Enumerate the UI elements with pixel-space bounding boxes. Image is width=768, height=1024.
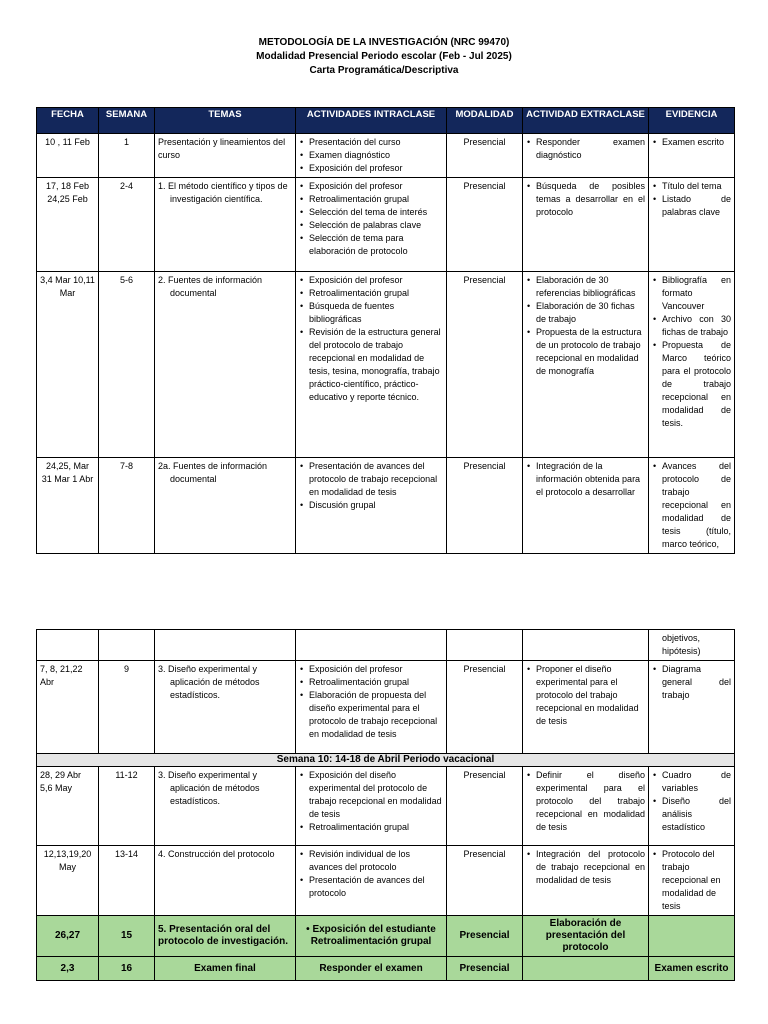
table-row bbox=[37, 134, 735, 178]
list-item: • Título del tema bbox=[652, 180, 731, 193]
table-row bbox=[37, 178, 735, 272]
list-item: • Propuesta de la estructura de un protocolo de trabajo recepcional en modalidad de monografía bbox=[526, 326, 645, 378]
evidencia-cell bbox=[649, 272, 735, 458]
vacation-note: Semana 10: 14-18 de Abril Periodo vacacional bbox=[37, 754, 735, 767]
list-item: • Búsqueda de posibles temas a desarrollar en el protocolo bbox=[526, 180, 645, 219]
fecha-cell: 3,4 Mar 10,11 Mar bbox=[37, 272, 99, 458]
semana-cell: 11-12 bbox=[99, 767, 155, 846]
table-row bbox=[37, 661, 735, 754]
extraclase-cell: Elaboración de presentación del protocolo bbox=[523, 916, 649, 957]
modalidad-cell: Presencial bbox=[447, 178, 523, 272]
list-item: • Discusión grupal bbox=[299, 499, 443, 512]
evidencia-cell bbox=[649, 178, 735, 272]
semana-cell: 2-4 bbox=[99, 178, 155, 272]
extraclase-cell bbox=[523, 957, 649, 981]
column-header: ACTIVIDAD EXTRACLASE bbox=[523, 108, 649, 134]
list-item: • Proponer el diseño experimental para el protocolo del trabajo recepcional en modalidad de tesis bbox=[526, 663, 645, 728]
intra-line: Retroalimentación grupal bbox=[310, 936, 432, 947]
evidencia-cell bbox=[649, 846, 735, 916]
column-header: MODALIDAD bbox=[447, 108, 523, 134]
intraclase-cell bbox=[296, 178, 447, 272]
modalidad-cell: Presencial bbox=[447, 661, 523, 754]
list-item: • Exposición del profesor bbox=[299, 162, 443, 175]
list-item: • Definir el diseño experimental para el protocolo del trabajo recepcional en modalidad de tesis bbox=[526, 769, 645, 834]
semana-cell: 9 bbox=[99, 661, 155, 754]
tema-cell: 5. Presentación oral del protocolo de investigación. bbox=[155, 916, 296, 957]
tema-cell: 3. Diseño experimental y aplicación de métodos estadísticos. bbox=[155, 661, 296, 754]
extraclase-cell bbox=[523, 846, 649, 916]
modalidad-cell: Presencial bbox=[447, 458, 523, 554]
column-header: TEMAS bbox=[155, 108, 296, 134]
list-item: • Retroalimentación grupal bbox=[299, 821, 443, 834]
evidencia-cell bbox=[649, 134, 735, 178]
modalidad-cell: Presencial bbox=[447, 272, 523, 458]
course-title: METODOLOGÍA DE LA INVESTIGACIÓN (NRC 99470) bbox=[258, 37, 510, 48]
modalidad-cell: Presencial bbox=[447, 134, 523, 178]
list-item: • Listado de palabras clave bbox=[652, 193, 731, 219]
intraclase-cell bbox=[296, 767, 447, 846]
document-subtitle: Carta Programática/Descriptiva bbox=[309, 65, 459, 76]
list-item: • Cuadro de variables bbox=[652, 769, 731, 795]
table-row bbox=[37, 767, 735, 846]
list-item: • Bibliografía en formato Vancouver bbox=[652, 274, 731, 313]
evidencia-cell bbox=[649, 767, 735, 846]
intra-line: • Exposición del estudiante bbox=[306, 924, 436, 935]
schedule-table-part-1 bbox=[36, 107, 735, 554]
intraclase-cell bbox=[296, 846, 447, 916]
vacation-row bbox=[37, 754, 735, 767]
empty-cell bbox=[99, 630, 155, 661]
list-item: • Retroalimentación grupal bbox=[299, 287, 443, 300]
list-item: • Protocolo del trabajo recepcional en modalidad de tesis bbox=[652, 848, 731, 913]
extraclase-cell bbox=[523, 272, 649, 458]
list-item: • Selección del tema de interés bbox=[299, 206, 443, 219]
table-row-highlight bbox=[37, 957, 735, 981]
list-item: • Retroalimentación grupal bbox=[299, 676, 443, 689]
tema-cell: 3. Diseño experimental y aplicación de métodos estadísticos. bbox=[155, 767, 296, 846]
list-item: • Elaboración de 30 fichas de trabajo bbox=[526, 300, 645, 326]
tema-cell: 4. Construcción del protocolo bbox=[155, 846, 296, 916]
list-item: • Revisión individual de los avances del protocolo bbox=[299, 848, 443, 874]
intraclase-cell bbox=[296, 272, 447, 458]
list-item: • Examen diagnóstico bbox=[299, 149, 443, 162]
list-item: • Diagrama general del trabajo bbox=[652, 663, 731, 702]
table-row-continuation bbox=[37, 630, 735, 661]
list-item: • Exposición del diseño experimental del protocolo de trabajo recepcional en modalidad de tesis bbox=[299, 769, 443, 821]
evidencia-continuation: objetivos, hipótesis) bbox=[649, 630, 735, 661]
empty-cell bbox=[296, 630, 447, 661]
evidencia-cell bbox=[649, 661, 735, 754]
schedule-table-part-2 bbox=[36, 629, 735, 981]
table-row bbox=[37, 846, 735, 916]
list-item: • Responder examen diagnóstico bbox=[526, 136, 645, 162]
empty-cell bbox=[523, 630, 649, 661]
list-item: • Avances del protocolo de trabajo recepcional en modalidad de tesis (título, marco teórico, bbox=[652, 460, 731, 551]
extraclase-cell bbox=[523, 767, 649, 846]
list-item: • Presentación de avances del protocolo de trabajo recepcional en modalidad de tesis bbox=[299, 460, 443, 499]
modalidad-cell: Presencial bbox=[447, 846, 523, 916]
fecha-cell: 7, 8, 21,22 Abr bbox=[37, 661, 99, 754]
evidencia-cell bbox=[649, 458, 735, 554]
semana-cell: 13-14 bbox=[99, 846, 155, 916]
semana-cell: 7-8 bbox=[99, 458, 155, 554]
intraclase-cell bbox=[296, 661, 447, 754]
list-item: • Archivo con 30 fichas de trabajo bbox=[652, 313, 731, 339]
fecha-cell: 10 , 11 Feb bbox=[37, 134, 99, 178]
empty-cell bbox=[155, 630, 296, 661]
list-item: • Selección de tema para elaboración de protocolo bbox=[299, 232, 443, 258]
list-item: • Revisión de la estructura general del protocolo de trabajo recepcional en modalidad de tesis, tesina, monografía, trabajo práctico-científico, práctico-educativo y reporte técnico. bbox=[299, 326, 443, 404]
table-header-row bbox=[37, 108, 735, 134]
list-item: • Elaboración de propuesta del diseño experimental para el protocolo de trabajo recepcional en modalidad de tesis bbox=[299, 689, 443, 741]
list-item: • Integración de la información obtenida para el protocolo a desarrollar bbox=[526, 460, 645, 499]
list-item: • Elaboración de 30 referencias bibliográficas bbox=[526, 274, 645, 300]
list-item: • Integración del protocolo de trabajo recepcional en modalidad de tesis bbox=[526, 848, 645, 887]
extraclase-cell bbox=[523, 458, 649, 554]
table-row bbox=[37, 458, 735, 554]
list-item: • Exposición del profesor bbox=[299, 274, 443, 287]
list-item: • Exposición del profesor bbox=[299, 663, 443, 676]
list-item: • Presentación de avances del protocolo bbox=[299, 874, 443, 900]
empty-cell bbox=[447, 630, 523, 661]
table-row bbox=[37, 272, 735, 458]
list-item: • Examen escrito bbox=[652, 136, 731, 149]
list-item: • Propuesta de Marco teórico para el protocolo de trabajo recepcional en modalidad de tesis. bbox=[652, 339, 731, 430]
semana-cell: 16 bbox=[99, 957, 155, 981]
tema-cell: 2a. Fuentes de información documental bbox=[155, 458, 296, 554]
list-item: • Presentación del curso bbox=[299, 136, 443, 149]
evidencia-cell bbox=[649, 916, 735, 957]
list-item: • Retroalimentación grupal bbox=[299, 193, 443, 206]
list-item: • Diseño del análisis estadístico bbox=[652, 795, 731, 834]
document-header bbox=[0, 36, 768, 78]
semana-cell: 5-6 bbox=[99, 272, 155, 458]
intraclase-cell bbox=[296, 458, 447, 554]
intraclase-cell bbox=[296, 916, 447, 957]
extraclase-cell bbox=[523, 178, 649, 272]
intraclase-cell: Responder el examen bbox=[296, 957, 447, 981]
modalidad-cell: Presencial bbox=[447, 957, 523, 981]
fecha-cell: 17, 18 Feb 24,25 Feb bbox=[37, 178, 99, 272]
empty-cell bbox=[37, 630, 99, 661]
tema-cell: Examen final bbox=[155, 957, 296, 981]
column-header: SEMANA bbox=[99, 108, 155, 134]
intraclase-cell bbox=[296, 134, 447, 178]
semana-cell: 15 bbox=[99, 916, 155, 957]
fecha-cell: 12,13,19,20 May bbox=[37, 846, 99, 916]
column-header: ACTIVIDADES INTRACLASE bbox=[296, 108, 447, 134]
semana-cell: 1 bbox=[99, 134, 155, 178]
extraclase-cell bbox=[523, 134, 649, 178]
list-item: • Búsqueda de fuentes bibliográficas bbox=[299, 300, 443, 326]
course-modality-period: Modalidad Presencial Periodo escolar (Feb - Jul 2025) bbox=[256, 51, 512, 62]
tema-cell: Presentación y lineamientos del curso bbox=[155, 134, 296, 178]
tema-cell: 2. Fuentes de información documental bbox=[155, 272, 296, 458]
modalidad-cell: Presencial bbox=[447, 767, 523, 846]
fecha-cell: 28, 29 Abr 5,6 May bbox=[37, 767, 99, 846]
column-header: EVIDENCIA bbox=[649, 108, 735, 134]
modalidad-cell: Presencial bbox=[447, 916, 523, 957]
tema-cell: 1. El método científico y tipos de investigación científica. bbox=[155, 178, 296, 272]
fecha-cell: 24,25, Mar 31 Mar 1 Abr bbox=[37, 458, 99, 554]
fecha-cell: 26,27 bbox=[37, 916, 99, 957]
list-item: • Exposición del profesor bbox=[299, 180, 443, 193]
fecha-cell: 2,3 bbox=[37, 957, 99, 981]
list-item: • Selección de palabras clave bbox=[299, 219, 443, 232]
table-row-highlight bbox=[37, 916, 735, 957]
extraclase-cell bbox=[523, 661, 649, 754]
column-header: FECHA bbox=[37, 108, 99, 134]
evidencia-cell: Examen escrito bbox=[649, 957, 735, 981]
